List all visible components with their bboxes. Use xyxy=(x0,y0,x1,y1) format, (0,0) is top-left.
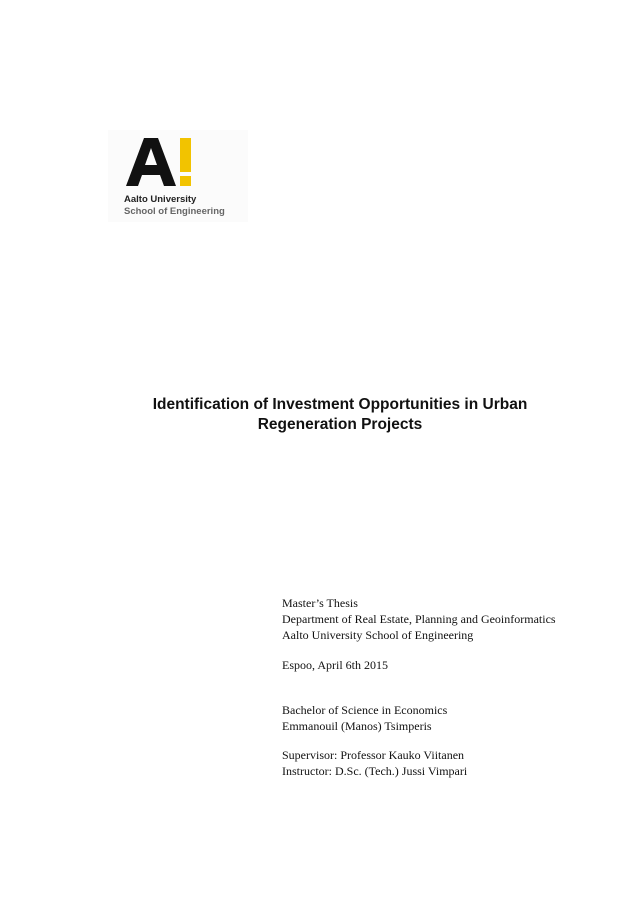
place-date-group xyxy=(282,657,622,673)
thesis-type: Master’s Thesis xyxy=(282,596,358,610)
thesis-title-line-1: Identification of Investment Opportunities in Urban xyxy=(152,396,528,413)
department-name: Department of Real Estate, Planning and Geoinformatics xyxy=(282,612,556,626)
school-name: Aalto University School of Engineering xyxy=(282,628,474,642)
logo-letter-a xyxy=(126,138,176,186)
supervision-group xyxy=(282,747,622,779)
author-group xyxy=(282,702,622,734)
thesis-details xyxy=(282,595,622,779)
logo-exclamation-bar xyxy=(180,138,191,172)
supervisor: Supervisor: Professor Kauko Viitanen xyxy=(282,748,465,762)
logo-exclamation-dot xyxy=(180,176,191,186)
logo-school-text: School of Engineering xyxy=(124,206,225,217)
author-degree: Bachelor of Science in Economics xyxy=(282,703,448,717)
thesis-institution-group xyxy=(282,595,622,643)
aalto-logo xyxy=(108,130,248,222)
aalto-logo-mark xyxy=(124,134,224,190)
thesis-title-line-2: Regeneration Projects xyxy=(257,416,423,433)
place-date: Espoo, April 6th 2015 xyxy=(282,658,389,672)
thesis-title xyxy=(110,395,570,435)
instructor: Instructor: D.Sc. (Tech.) Jussi Vimpari xyxy=(282,764,468,778)
logo-university-text: Aalto University xyxy=(124,194,197,205)
author-name: Emmanouil (Manos) Tsimperis xyxy=(282,719,432,733)
